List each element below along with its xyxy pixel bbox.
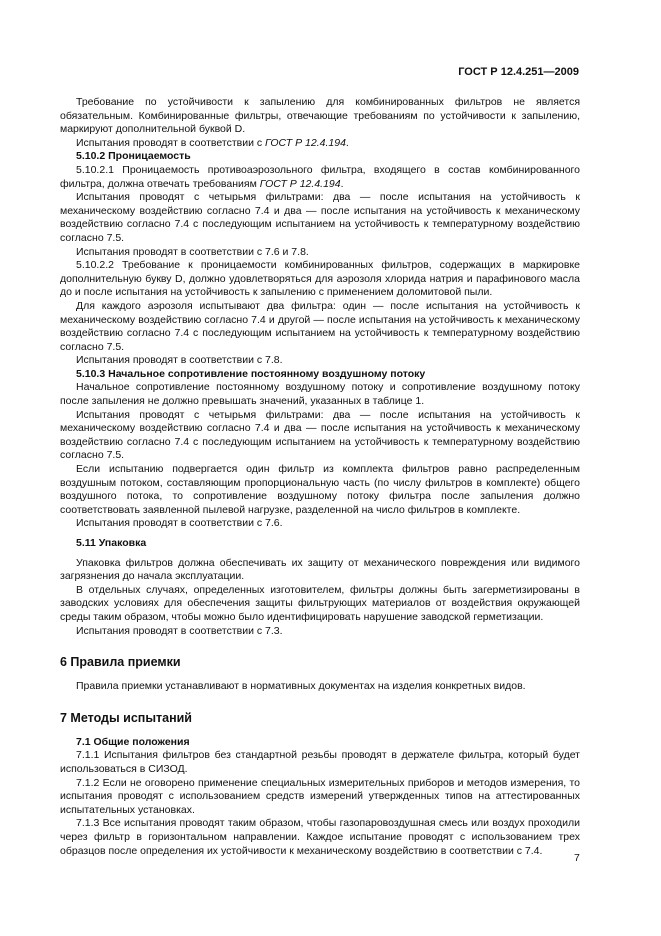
paragraph-text: . xyxy=(345,136,349,149)
subsection-heading: 7.1 Общие положения xyxy=(76,735,190,748)
paragraph-text: . xyxy=(340,177,344,190)
paragraph: Испытания проводят в соответствии с 7.3. xyxy=(76,624,283,637)
paragraph: 7.1.2 Если не оговорено применение специальных измерительных приборов и методов измерения, то испытания проводят с использованием средств измерений утвержденных типов на аттестированных испытательных установках. xyxy=(60,776,580,816)
paragraph: 7.1.1 Испытания фильтров без стандартной резьбы проводят в держателе фильтра, который будет использоваться в СИЗОД. xyxy=(60,749,580,775)
standard-reference: ГОСТ Р 12.4.194 xyxy=(265,136,346,149)
subsection-heading: 5.11 Упаковка xyxy=(76,537,147,549)
subsection-heading: 5.10.2 Проницаемость xyxy=(76,150,191,163)
paragraph: Упаковка фильтров должна обеспечивать их защиту от механического повреждения или видимого загрязнения до начала эксплуатации. xyxy=(60,556,580,583)
paragraph: 5.10.2.2 Требование к проницаемости комбинированных фильтров, содержащих в маркировке дополнительную букву D, должно удовлетворяться для аэрозоля хлорида натрия и парафинового масла до и после испытания на устойчивость к запылению с применением доломитовой пыли. xyxy=(60,259,580,299)
paragraph: В отдельных случаях, определенных изготовителем, фильтры должны быть загерметизированы в заводских условиях для обеспечения защиты фильтрующих материалов от воздействия окружающей среды таким образом, чтобы можно было идентифицировать нарушение заводской герметизации. xyxy=(60,583,580,623)
paragraph xyxy=(60,164,580,191)
paragraph: Испытания проводят в соответствии с 7.6 и 7.8. xyxy=(76,245,309,258)
section-heading: 6 Правила приемки xyxy=(60,655,181,670)
paragraph: Испытания проводят с четырьмя фильтрами: два — после испытания на устойчивость к механическому воздействию согласно 7.4 и два — после испытания на устойчивость к механическому воздействию согласно 7.4 с последующим испытанием на устойчивость к температурному воздействию согласно 7.5. xyxy=(60,408,580,462)
paragraph: Правила приемки устанавливают в нормативных документах на изделия конкретных видов. xyxy=(76,680,526,693)
standard-reference: ГОСТ Р 12.4.194 xyxy=(259,177,341,190)
paragraph: 7.1.3 Все испытания проводят таким образом, чтобы газопаровоздушная смесь или воздух проходили через фильтр в горизонтальном направлении. Каждое испытание проводят с использованием трех образцов после определения их устойчивости к механическому воздействию в соответствии с 7.4. xyxy=(60,817,580,857)
paragraph: Для каждого аэрозоля испытывают два фильтра: один — после испытания на устойчивость к механическому воздействию согласно 7.4 и другой — после испытания на устойчивость к механическому воздействию согласно 7.4 с последующим испытанием на устойчивость к температурному воздействию согласно 7.5. xyxy=(60,299,580,353)
paragraph-text: Испытания проводят в соответствии с xyxy=(76,136,266,149)
paragraph: Начальное сопротивление постоянному воздушному потоку и сопротивление воздушному потоку после запыления не должно превышать значений, указанных в таблице 1. xyxy=(60,381,580,408)
document-body xyxy=(60,96,580,858)
paragraph: Испытания проводят в соответствии с 7.6. xyxy=(76,517,283,530)
page-number: 7 xyxy=(574,852,580,864)
paragraph: Испытания проводят в соответствии с 7.8. xyxy=(76,354,283,367)
subsection-heading: 5.10.3 Начальное сопротивление постоянному воздушному потоку xyxy=(76,367,426,380)
paragraph xyxy=(60,137,580,151)
paragraph: Испытания проводят с четырьмя фильтрами: два — после испытания на устойчивость к механическому воздействию согласно 7.4 и два — после испытания на устойчивость к механическому воздействию согласно 7.4 с последующим испытанием на устойчивость к температурному воздействию согласно 7.5. xyxy=(60,191,580,244)
section-heading: 7 Методы испытаний xyxy=(60,710,192,725)
paragraph: Требование по устойчивости к запылению для комбинированных фильтров не является обязательным. Комбинированные фильтры, отвечающие требованиям по устойчивости к запылению, маркируют дополнительной буквой D. xyxy=(60,96,580,136)
paragraph-text: 5.10.2.1 Проницаемость противоаэрозольного фильтра, входящего в состав комбинированного фильтра, должна отвечать требованиям xyxy=(60,163,580,190)
paragraph: Если испытанию подвергается один фильтр из комплекта фильтров равно распределенным воздушным потоком, составляющим пропорциональную часть (по числу фильтров в комплекте) общего воздушного потока, то сопротивление воздушному потоку фильтра после запыления должно соответствовать заявленной пылевой нагрузке, разделенной на число фильтров в комплекте. xyxy=(60,463,580,516)
document-header: ГОСТ Р 12.4.251—2009 xyxy=(458,66,579,78)
